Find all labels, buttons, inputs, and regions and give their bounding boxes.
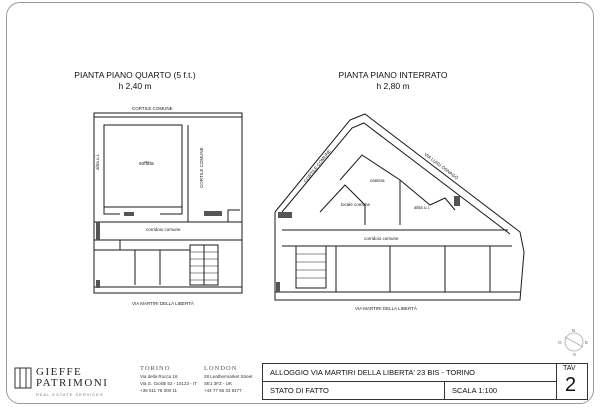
compass-rose [556,327,592,357]
plan-title-text: PIANTA PIANO QUARTO (5 f.t.) [74,70,196,80]
office-line: Via G. Giolitti 52 - 10123 - IT [140,381,197,386]
label-other-unit: altra u.i. [414,205,431,210]
office-line: +39 011 76 000 11 [140,388,177,393]
logo-tagline: REAL ESTATE SERVICES [36,392,104,397]
state-text: STATO DI FATTO [270,386,329,395]
office-torino [140,365,210,394]
compass-east: E [585,340,589,345]
scale-text: SCALA 1:100 [452,386,498,395]
label-street: VIA MARTIRI DELLA LIBERTÀ [355,306,417,311]
company-logo [10,359,160,403]
project-title: ALLOGGIO VIA MARTIRI DELLA LIBERTA' 23 BIS - TORINO [270,368,475,377]
office-city: TORINO [140,365,171,372]
compass-north: N [572,328,576,333]
label-common-room: locale comune [341,202,371,207]
label-corridor: corridoio comune [364,236,399,241]
logo-name [36,367,108,389]
label-via-osnago: VIA LUIGI OSNAGO [423,151,460,181]
plan-title-text: PIANTA PIANO INTERRATO [338,70,448,80]
label-courtyard-top: CORTILE COMUNE [132,106,173,111]
title-block [0,355,600,408]
office-line: 28 Leathermarket Street [204,374,253,379]
logo-line-2: PATRIMONI [36,377,109,389]
office-city: LONDON [204,365,238,372]
compass-south: S [573,352,577,357]
label-courtyard-diag: CORTILE COMUNE [302,148,332,184]
plan-height-text: h 2,80 m [376,81,410,91]
tav-label: TAV [563,365,576,372]
office-line: Via della Rocca 18 [140,374,178,379]
label-attic: soffitta [139,161,154,167]
label-courtyard-right: CORTILE COMUNE [199,147,204,188]
label-corridor: corridoio comune [146,227,181,232]
label-street: VIA MARTIRI DELLA LIBERTÀ [132,301,194,306]
logo-mark-icon [14,367,32,389]
plan-height-text: h 2,40 m [118,81,152,91]
label-cellar: cantina [370,178,385,183]
logo-line-1: GIEFFE [36,366,83,378]
label-other-unit: altra u.i. [95,153,100,170]
office-line: +44 77 66 33 8477 [204,388,242,393]
office-line: SE1 3FZ - UK [204,381,233,386]
compass-west: O [558,340,562,345]
stairwell [296,246,326,288]
tav-number: 2 [565,374,577,396]
